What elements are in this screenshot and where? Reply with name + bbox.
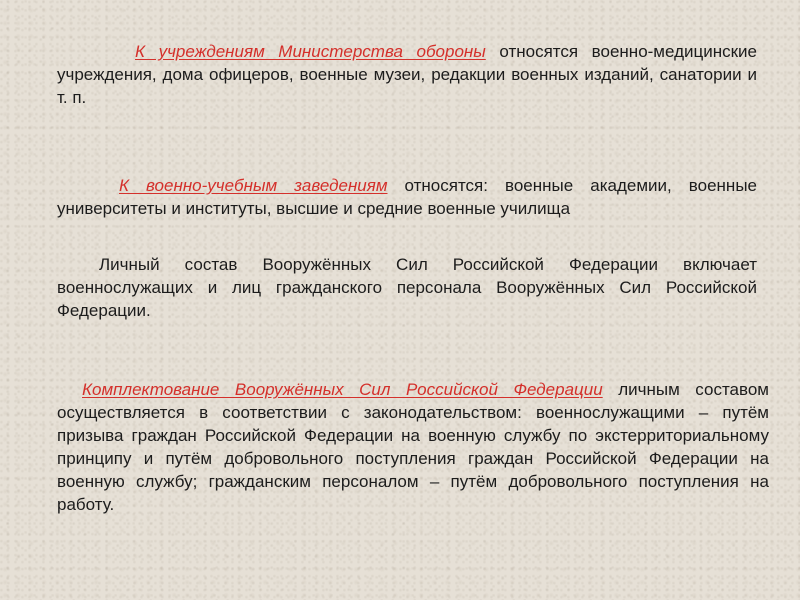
- text-military-schools: относятся: военные академии, военные университеты и институты, высшие и средние военные училища: [57, 176, 757, 218]
- text-mod-institutions: относятся военно-медицинские учреждения, дома офицеров, военные музеи, редакции военных изданий, санатории и т. п.: [57, 42, 758, 107]
- highlight-mod-institutions: К учреждениям Министерства обороны: [135, 42, 486, 61]
- text-recruitment: личным составом осуществляется в соответствии с законодательством: военнослужащими – путём призыва граждан Российской Федерации на военную службу по экстерриториальному принципу и путём добровольного поступления граждан Российской Федерации на военную службу; гражданским персоналом – путём добровольного поступления на работу.: [57, 380, 769, 514]
- highlight-military-schools: К военно-учебным заведениям: [119, 176, 388, 195]
- paragraph-personnel: [57, 253, 757, 322]
- paragraph-recruitment: [57, 378, 769, 516]
- paragraph-military-schools: [57, 174, 757, 220]
- highlight-recruitment: Комплектование Вооружённых Сил Российской Федерации: [82, 380, 603, 399]
- text-personnel: Личный состав Вооружённых Сил Российской Федерации включает военнослужащих и лиц гражданского персонала Вооружённых Сил Российской Федерации.: [57, 255, 757, 320]
- paragraph-mod-institutions: [57, 40, 757, 109]
